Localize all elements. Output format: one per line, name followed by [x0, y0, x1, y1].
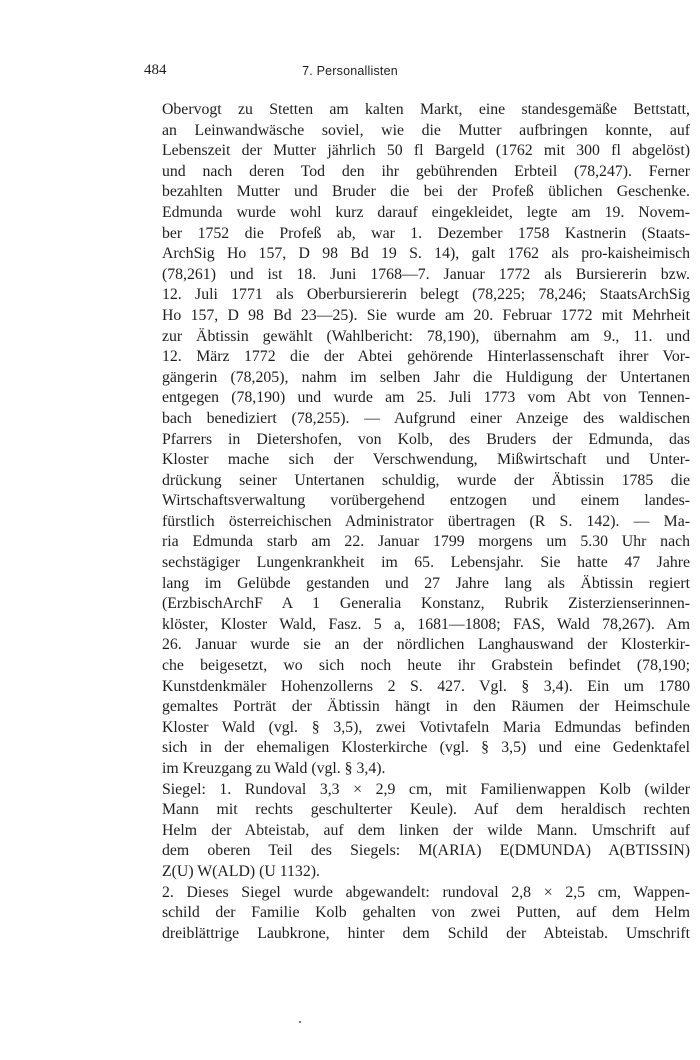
text-line: schild der Familie Kolb gehalten von zwei Putten, auf dem Helm [162, 904, 690, 922]
text-line: Obervogt zu Stetten am kalten Markt, eine standesgemäße Bettstatt, [162, 101, 690, 118]
text-line: klöster, Kloster Wald, Fasz. 5 a, 1681—1808; FAS, Wald 78,267). Am [162, 615, 690, 633]
text-line: im Kreuzgang zu Wald (vgl. § 3,4). [162, 760, 386, 777]
text-line: Kloster Wald (vgl. § 3,5), zwei Votivtafeln Maria Edmundas befinden [162, 718, 690, 736]
text-line: bezahlten Mutter und Bruder die bei der Profeß üblichen Geschenke. [162, 183, 690, 201]
body-text [162, 100, 690, 944]
text-line: drückung seiner Untertanen schuldig, wurde der Äbtissin 1785 die [162, 471, 690, 489]
text-line: (ErzbischArchF A 1 Generalia Konstanz, Rubrik Zisterzienserinnen- [162, 595, 690, 613]
text-line: zur Äbtissin gewählt (Wahlbericht: 78,190), übernahm am 9., 11. und [162, 327, 690, 345]
text-line: sich in der ehemaligen Klosterkirche (vgl. § 3,5) und eine Gedenktafel [162, 739, 690, 757]
text-line: ber 1752 die Profeß ab, war 1. Dezember 1758 Kastnerin (Staats- [162, 224, 690, 242]
text-line: Kunstdenkmäler Hohenzollerns 2 S. 427. Vgl. § 3,4). Ein um 1780 [162, 677, 690, 695]
text-line: che beigesetzt, wo sich noch heute ihr Grabstein befindet (78,190; [162, 657, 690, 675]
text-line: Lebenszeit der Mutter jährlich 50 fl Bargeld (1762 mit 300 fl abgelöst) [162, 142, 690, 160]
text-line: dreiblättrige Laubkrone, hinter dem Schild der Abteistab. Umschrift [162, 924, 690, 942]
text-line: gemaltes Porträt der Äbtissin hängt in den Räumen der Heimschule [162, 698, 690, 716]
text-line: sechstägiger Lungenkrankheit im 65. Lebensjahr. Sie hatte 47 Jahre [162, 554, 690, 572]
text-line: Z(U) W(ALD) (U 1132). [162, 862, 320, 880]
text-line: dem oberen Teil des Siegels: M(ARIA) E(DMUNDA) A(BTISSIN) [162, 842, 690, 860]
text-line: 2. Dieses Siegel wurde abgewandelt: rundoval 2,8 × 2,5 cm, Wappen- [162, 883, 690, 901]
text-line: und nach deren Tod den ihr gebührenden Erbteil (78,247). Ferner [162, 162, 690, 180]
running-head: 7. Personallisten [302, 64, 398, 78]
text-line: ria Edmunda starb am 22. Januar 1799 morgens um 5.30 Uhr nach [162, 533, 690, 551]
text-line: fürstlich österreichischen Administrator übertragen (R S. 142). — Ma- [162, 512, 690, 530]
text-line: lang im Gelübde gestanden und 27 Jahre lang als Äbtissin regiert [162, 574, 690, 592]
text-line: Mann mit rechts geschulterter Keule). Auf dem heraldisch rechten [162, 801, 690, 819]
text-line: bach benediziert (78,255). — Aufgrund einer Anzeige des waldischen [162, 409, 690, 427]
text-line: Pfarrers in Dietershofen, von Kolb, des Bruders der Edmunda, das [162, 430, 690, 448]
text-line: Kloster mache sich der Verschwendung, Mißwirtschaft und Unter- [162, 451, 690, 469]
text-line: entgegen (78,190) und wurde am 25. Juli 1773 vom Abt von Tennen- [162, 389, 690, 407]
text-line: Edmunda wurde wohl kurz darauf eingekleidet, legte am 19. Novem- [162, 203, 690, 221]
text-line: 12. März 1772 die der Abtei gehörende Hinterlassenschaft ihrer Vor- [162, 348, 690, 366]
stray-mark [299, 1021, 301, 1023]
text-line: ArchSig Ho 157, D 98 Bd 19 S. 14), galt 1762 als pro-kaisheimisch [162, 245, 690, 263]
text-line: an Leinwandwäsche soviel, wie die Mutter aufbringen konnte, auf [162, 121, 690, 139]
text-line: Helm der Abteistab, auf dem linken der wilde Mann. Umschrift auf [162, 821, 690, 839]
text-line: Siegel: 1. Rundoval 3,3 × 2,9 cm, mit Familienwappen Kolb (wilder [162, 780, 690, 798]
text-line: gängerin (78,205), nahm im selben Jahr die Huldigung der Untertanen [162, 368, 690, 386]
text-line: Ho 157, D 98 Bd 23—25). Sie wurde am 20. Februar 1772 mit Mehrheit [162, 306, 690, 324]
text-line: (78,261) und ist 18. Juni 1768—7. Januar 1772 als Bursiererin bzw. [162, 265, 690, 283]
text-line: 12. Juli 1771 als Oberbursiererin belegt (78,225; 78,246; StaatsArchSig [162, 286, 690, 304]
text-line: 26. Januar wurde sie an der nördlichen Langhauswand der Klosterkir- [162, 636, 690, 654]
page-number: 484 [144, 62, 167, 78]
text-line: Wirtschaftsverwaltung vorübergehend entzogen und einem landes- [162, 492, 690, 510]
